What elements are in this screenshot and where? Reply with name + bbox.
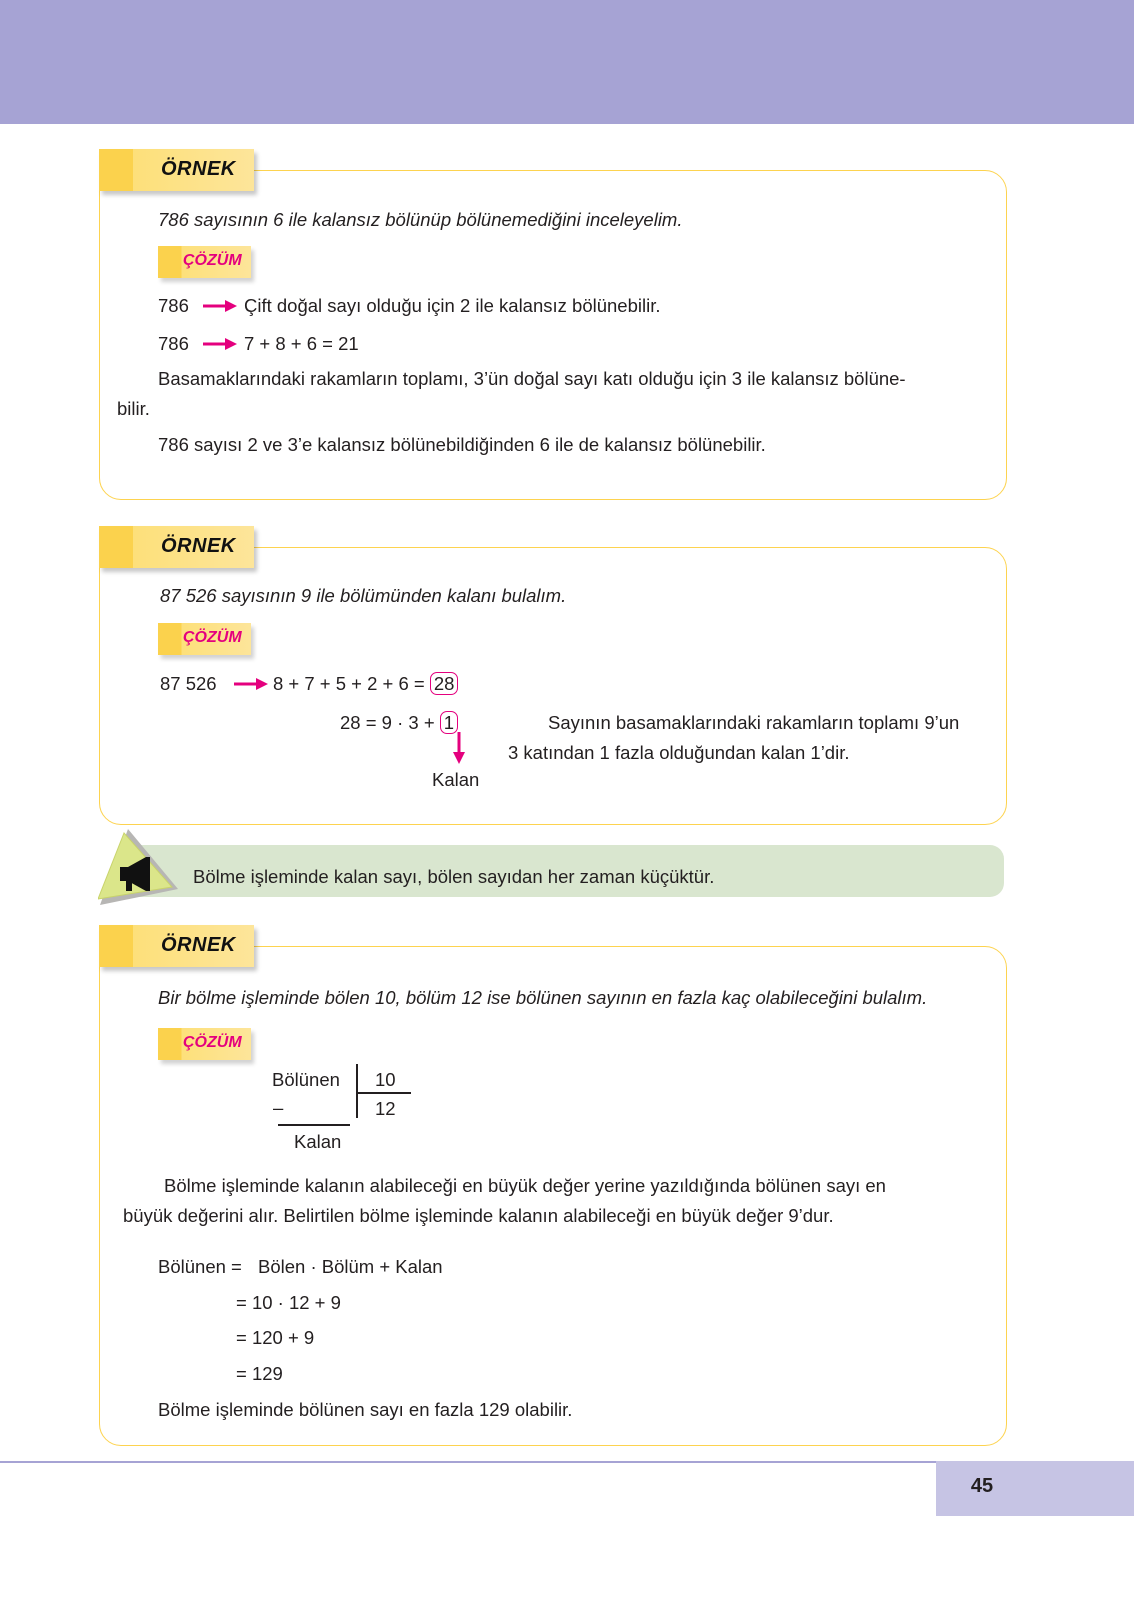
ornek-tab-1 [99, 149, 254, 191]
formula-right: Bölen · Bölüm + Kalan [258, 1256, 443, 1277]
ornek-tab-2 [99, 526, 254, 568]
paragraph-1-line-2: bilir. [117, 398, 150, 419]
step-2: = 120 + 9 [236, 1327, 315, 1348]
subtraction-line [278, 1124, 350, 1126]
paragraph-1-line-1: Basamaklarındaki rakamların toplamı, 3’ün doğal sayı katı olduğu için 3 ile kalansız bölüne- [158, 368, 906, 389]
arrow-down-icon [452, 732, 466, 764]
cozum-label: ÇÖZÜM [183, 1034, 242, 1051]
explanation-line-1: Sayının basamaklarındaki rakamların toplamı 9’un [548, 712, 960, 733]
note-text: Bölme işleminde kalan sayı, bölen sayıdan her zaman küçüktür. [193, 866, 715, 887]
megaphone-icon [98, 825, 182, 909]
remainder-label: Kalan [432, 769, 480, 790]
remainder-circled: 1 [440, 711, 458, 734]
number-786-a: 786 [158, 295, 189, 316]
footer-line [0, 1461, 940, 1463]
quotient-value: 12 [375, 1098, 396, 1119]
cozum-tab-1 [158, 246, 251, 278]
remainder-label-3: Kalan [294, 1131, 342, 1152]
dividend-label: Bölünen [272, 1069, 340, 1090]
digit-sum-result: 28 [430, 672, 459, 695]
divisor-underline [356, 1092, 411, 1094]
division-text: 28 = 9 · 3 + [340, 712, 435, 733]
ornek-label: ÖRNEK [161, 158, 236, 180]
digit-sum-expression: 8 + 7 + 5 + 2 + 6 = [273, 673, 425, 694]
ornek-label: ÖRNEK [161, 934, 236, 956]
step-3: = 129 [236, 1363, 283, 1384]
conclusion-3: Bölme işleminde bölünen sayı en fazla 129 olabilir. [158, 1399, 573, 1420]
divisor-value: 10 [375, 1069, 396, 1090]
division-vertical-line [356, 1064, 358, 1118]
conclusion-1: 786 sayısı 2 ve 3’e kalansız bölünebildiğinden 6 ile de kalansız bölünebilir. [158, 434, 766, 455]
paragraph-3-line-1: Bölme işleminde kalanın alabileceği en büyük değer yerine yazıldığında bölünen sayı en [164, 1175, 886, 1196]
arrow-right-icon [234, 677, 268, 691]
formula-left: Bölünen = [158, 1256, 242, 1277]
paragraph-3-line-2: büyük değerini alır. Belirtilen bölme işleminde kalanın alabileceği en büyük değer 9’dur. [123, 1205, 834, 1226]
division-expression [340, 712, 458, 734]
arrow-right-icon [203, 337, 237, 351]
question-2: 87 526 sayısının 9 ile bölümünden kalanı bulalım. [160, 585, 567, 606]
line-1-text: Çift doğal sayı olduğu için 2 ile kalansız bölünebilir. [244, 295, 661, 316]
cozum-tab-2 [158, 623, 251, 655]
step-1: = 10 · 12 + 9 [236, 1292, 341, 1313]
ornek-tab-3 [99, 925, 254, 967]
digit-sum [273, 673, 458, 695]
line-2-text: 7 + 8 + 6 = 21 [244, 333, 359, 354]
number-786-b: 786 [158, 333, 189, 354]
arrow-right-icon [203, 299, 237, 313]
cozum-label: ÇÖZÜM [183, 629, 242, 646]
question-1: 786 sayısının 6 ile kalansız bölünüp bölünemediğini inceleyelim. [158, 209, 683, 230]
explanation-line-2: 3 katından 1 fazla olduğundan kalan 1’dir. [508, 742, 850, 763]
ornek-label: ÖRNEK [161, 535, 236, 557]
number-87526: 87 526 [160, 673, 217, 694]
question-3: Bir bölme işleminde bölen 10, bölüm 12 ise bölünen sayının en fazla kaç olabileceğini bulalım. [158, 987, 928, 1008]
cozum-label: ÇÖZÜM [183, 252, 242, 269]
minus-sign: – [273, 1097, 284, 1118]
header-band [0, 0, 1134, 124]
page-number: 45 [970, 1475, 994, 1497]
cozum-tab-3 [158, 1028, 251, 1060]
